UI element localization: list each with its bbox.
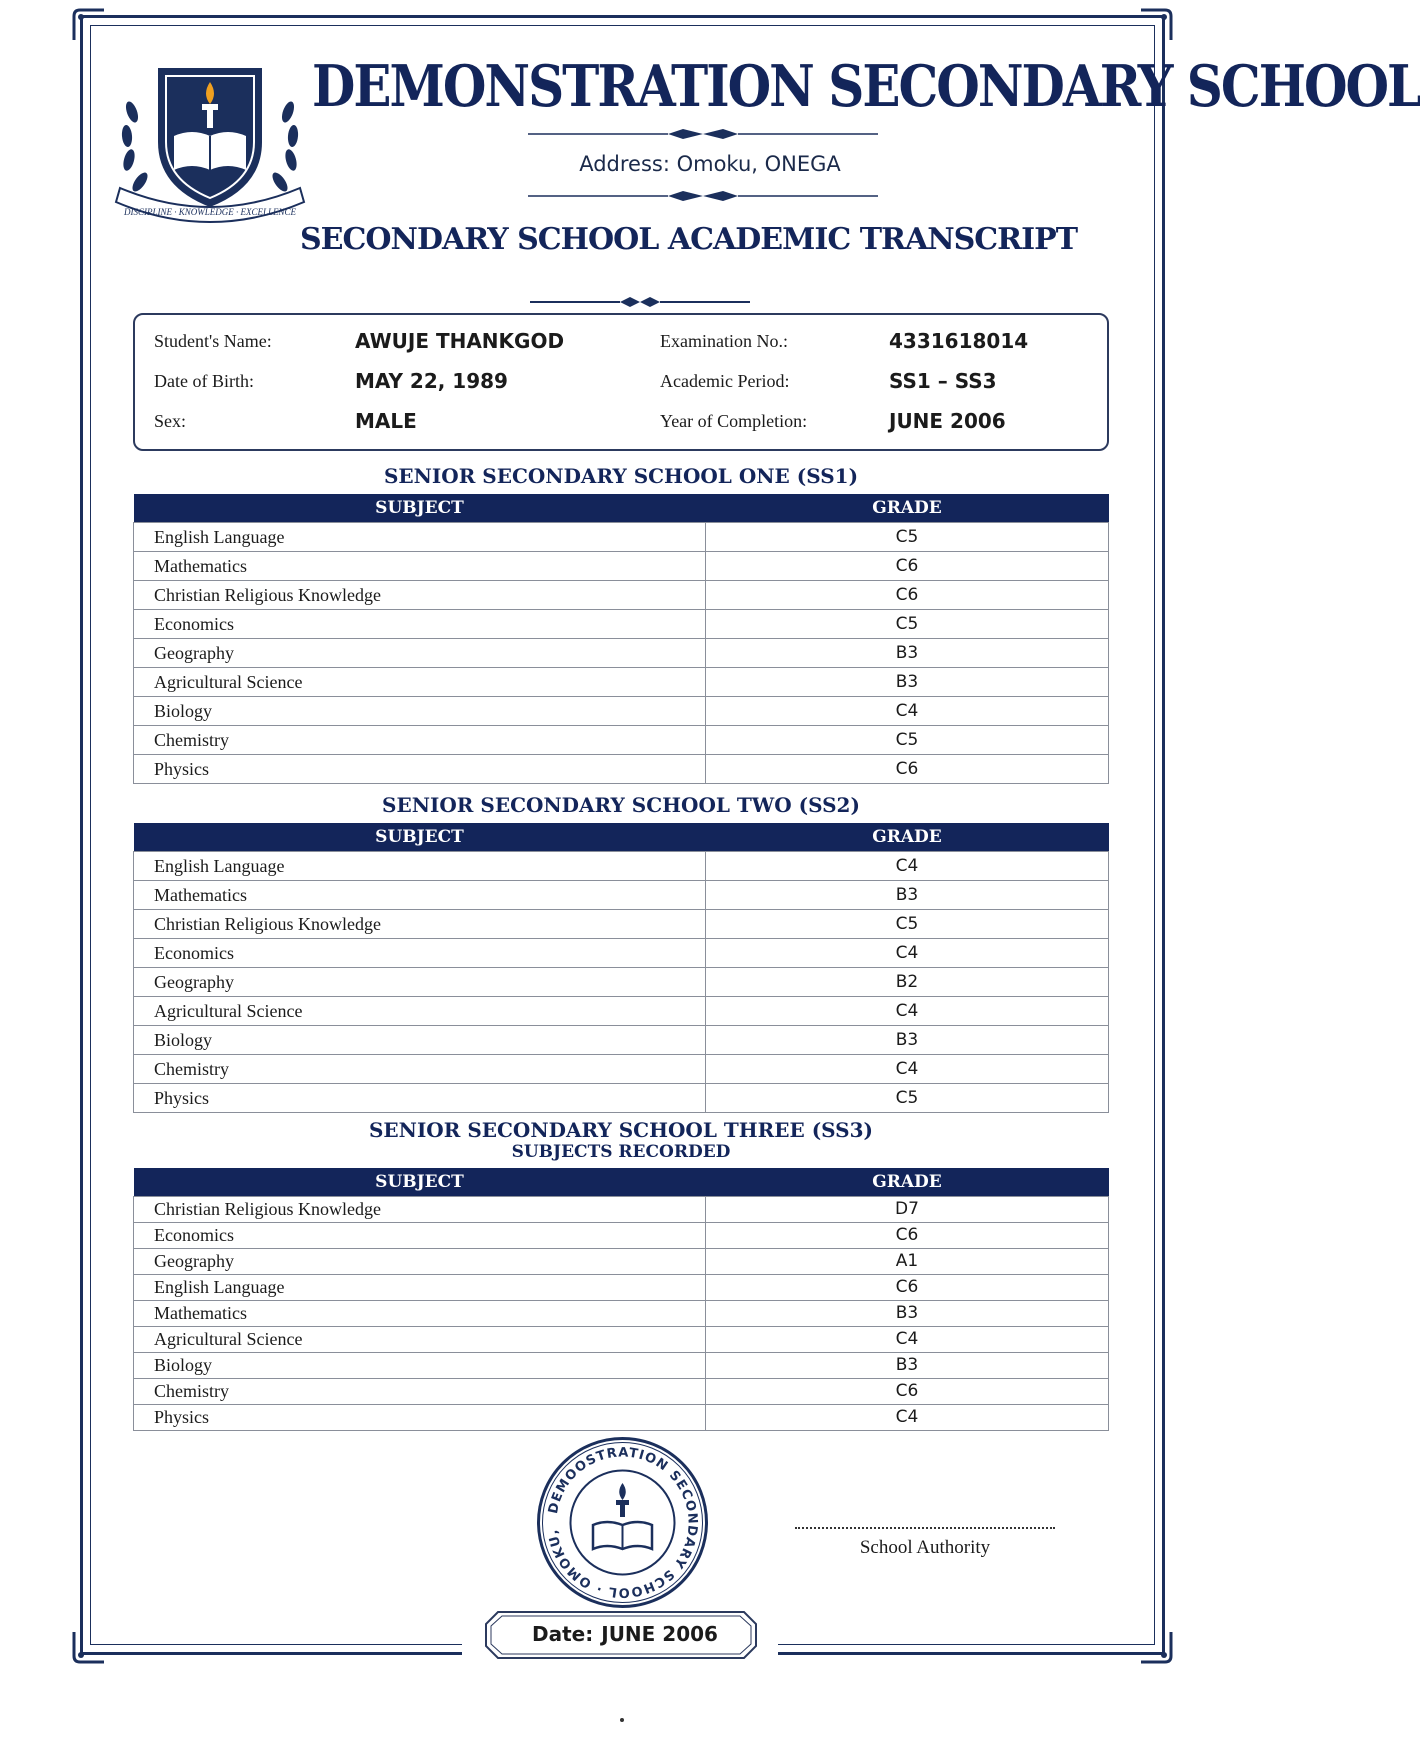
date-text <box>484 1622 758 1646</box>
subject-cell: English Language <box>134 523 706 552</box>
grade-cell: B3 <box>706 881 1109 910</box>
divider-title <box>530 296 750 308</box>
table-row <box>134 910 1109 939</box>
subject-cell: Chemistry <box>134 726 706 755</box>
corner-ornament-bottom-right <box>1139 1630 1173 1664</box>
subject-cell: Christian Religious Knowledge <box>134 1197 706 1223</box>
grade-header: GRADE <box>706 1168 1109 1197</box>
table-row <box>134 552 1109 581</box>
table-row <box>134 1275 1109 1301</box>
table-row <box>134 610 1109 639</box>
date-value: JUNE 2006 <box>601 1622 718 1646</box>
grade-header: GRADE <box>706 494 1109 523</box>
subject-cell: Economics <box>134 939 706 968</box>
grade-cell: C4 <box>706 1405 1109 1431</box>
ss2-table <box>133 823 1109 1113</box>
date-box <box>484 1610 758 1660</box>
student-name-label: Student's Name: <box>154 331 272 351</box>
page-dot <box>620 1718 624 1722</box>
subject-header: SUBJECT <box>134 823 706 852</box>
sex-value: MALE <box>355 409 417 433</box>
table-row <box>134 668 1109 697</box>
completion-label: Year of Completion: <box>660 411 808 431</box>
grade-cell: C4 <box>706 1055 1109 1084</box>
signature-label: School Authority <box>859 1537 991 1558</box>
grade-cell: D7 <box>706 1197 1109 1223</box>
table-row <box>134 1084 1109 1113</box>
ss3-table <box>133 1168 1109 1431</box>
table-row <box>134 1301 1109 1327</box>
table-row <box>134 1026 1109 1055</box>
table-row <box>134 1379 1109 1405</box>
grade-cell: C5 <box>706 910 1109 939</box>
subject-header: SUBJECT <box>134 1168 706 1197</box>
table-row <box>134 755 1109 784</box>
subject-cell: Mathematics <box>134 881 706 910</box>
corner-ornament-top-right <box>1139 8 1173 42</box>
table-header-row <box>134 1168 1109 1197</box>
grade-cell: C6 <box>706 1275 1109 1301</box>
table-row <box>134 939 1109 968</box>
subject-header: SUBJECT <box>134 494 706 523</box>
ss3-subtitle: SUBJECTS RECORDED <box>511 1142 731 1162</box>
ss1-title: SENIOR SECONDARY SCHOOL ONE (SS1) <box>383 464 859 488</box>
subject-cell: Economics <box>134 1223 706 1249</box>
subject-cell: Agricultural Science <box>134 1327 706 1353</box>
grade-cell: C6 <box>706 755 1109 784</box>
grade-header: GRADE <box>706 823 1109 852</box>
ss1-table <box>133 494 1109 784</box>
grade-cell: B2 <box>706 968 1109 997</box>
subject-cell: English Language <box>134 852 706 881</box>
grade-cell: C4 <box>706 939 1109 968</box>
table-header-row <box>134 494 1109 523</box>
table-row <box>134 1197 1109 1223</box>
grade-cell: C6 <box>706 1223 1109 1249</box>
subject-cell: Chemistry <box>134 1379 706 1405</box>
table-row <box>134 639 1109 668</box>
subject-cell: Christian Religious Knowledge <box>134 910 706 939</box>
table-row <box>134 1405 1109 1431</box>
subject-cell: Agricultural Science <box>134 668 706 697</box>
table-row <box>134 1353 1109 1379</box>
grade-cell: A1 <box>706 1249 1109 1275</box>
student-name-value: AWUJE THANKGOD <box>355 329 565 353</box>
table-row <box>134 852 1109 881</box>
signature-line <box>795 1527 1055 1529</box>
subject-cell: English Language <box>134 1275 706 1301</box>
subject-cell: Christian Religious Knowledge <box>134 581 706 610</box>
subject-cell: Physics <box>134 755 706 784</box>
table-row <box>134 1327 1109 1353</box>
school-address: Address: Omoku, ONEGA <box>579 152 841 176</box>
grade-cell: B3 <box>706 668 1109 697</box>
grade-cell: C4 <box>706 852 1109 881</box>
subject-cell: Biology <box>134 1353 706 1379</box>
completion-value: JUNE 2006 <box>889 409 1006 433</box>
exam-no-value: 4331618014 <box>889 329 1029 353</box>
ss3-title: SENIOR SECONDARY SCHOOL THREE (SS3) <box>368 1118 873 1142</box>
table-row <box>134 726 1109 755</box>
subject-cell: Biology <box>134 1026 706 1055</box>
sex-label: Sex: <box>154 411 187 431</box>
grade-cell: B3 <box>706 1353 1109 1379</box>
subject-cell: Geography <box>134 639 706 668</box>
grade-cell: C5 <box>706 1084 1109 1113</box>
ss2-title: SENIOR SECONDARY SCHOOL TWO (SS2) <box>382 793 860 817</box>
table-row <box>134 997 1109 1026</box>
subject-cell: Mathematics <box>134 1301 706 1327</box>
grade-cell: B3 <box>706 1026 1109 1055</box>
academic-period-label: Academic Period: <box>660 371 790 391</box>
corner-ornament-bottom-left <box>72 1630 106 1664</box>
grade-cell: C5 <box>706 523 1109 552</box>
table-row <box>134 1055 1109 1084</box>
subject-cell: Mathematics <box>134 552 706 581</box>
grade-cell: B3 <box>706 639 1109 668</box>
grade-cell: C4 <box>706 997 1109 1026</box>
grade-cell: C4 <box>706 697 1109 726</box>
academic-period-value: SS1 – SS3 <box>889 369 997 393</box>
table-row <box>134 581 1109 610</box>
grade-cell: C6 <box>706 552 1109 581</box>
corner-ornament-top-left <box>72 8 106 42</box>
grade-cell: C6 <box>706 1379 1109 1405</box>
date-label: Date: <box>532 1622 594 1646</box>
grade-cell: C5 <box>706 610 1109 639</box>
grade-cell: C5 <box>706 726 1109 755</box>
subject-cell: Physics <box>134 1405 706 1431</box>
svg-text:DEMOOSTRATION SECONDARY SCHOOL: DEMOOSTRATION SECONDARY SCHOOL · OMOKU, <box>545 1445 700 1600</box>
grade-cell: C4 <box>706 1327 1109 1353</box>
divider-top <box>528 128 878 140</box>
table-row <box>134 968 1109 997</box>
dob-value: MAY 22, 1989 <box>355 369 508 393</box>
table-header-row <box>134 823 1109 852</box>
school-name: DEMONSTRATION SECONDARY SCHOOL <box>312 52 1420 120</box>
table-row <box>134 523 1109 552</box>
subject-cell: Biology <box>134 697 706 726</box>
school-crest <box>110 52 310 232</box>
divider-bottom <box>528 190 878 202</box>
subject-cell: Economics <box>134 610 706 639</box>
grade-cell: C6 <box>706 581 1109 610</box>
subject-cell: Chemistry <box>134 1055 706 1084</box>
table-row <box>134 1223 1109 1249</box>
dob-label: Date of Birth: <box>154 371 254 391</box>
subject-cell: Physics <box>134 1084 706 1113</box>
subject-cell: Geography <box>134 1249 706 1275</box>
subject-cell: Agricultural Science <box>134 997 706 1026</box>
subject-cell: Geography <box>134 968 706 997</box>
document-title: SECONDARY SCHOOL ACADEMIC TRANSCRIPT <box>300 222 1078 257</box>
exam-no-label: Examination No.: <box>660 331 788 351</box>
table-row <box>134 697 1109 726</box>
grade-cell: B3 <box>706 1301 1109 1327</box>
school-seal <box>535 1435 710 1610</box>
table-row <box>134 881 1109 910</box>
svg-text:DISCIPLINE · KNOWLEDGE · EXCEL: DISCIPLINE · KNOWLEDGE · EXCELLENCE <box>123 207 297 217</box>
table-row <box>134 1249 1109 1275</box>
